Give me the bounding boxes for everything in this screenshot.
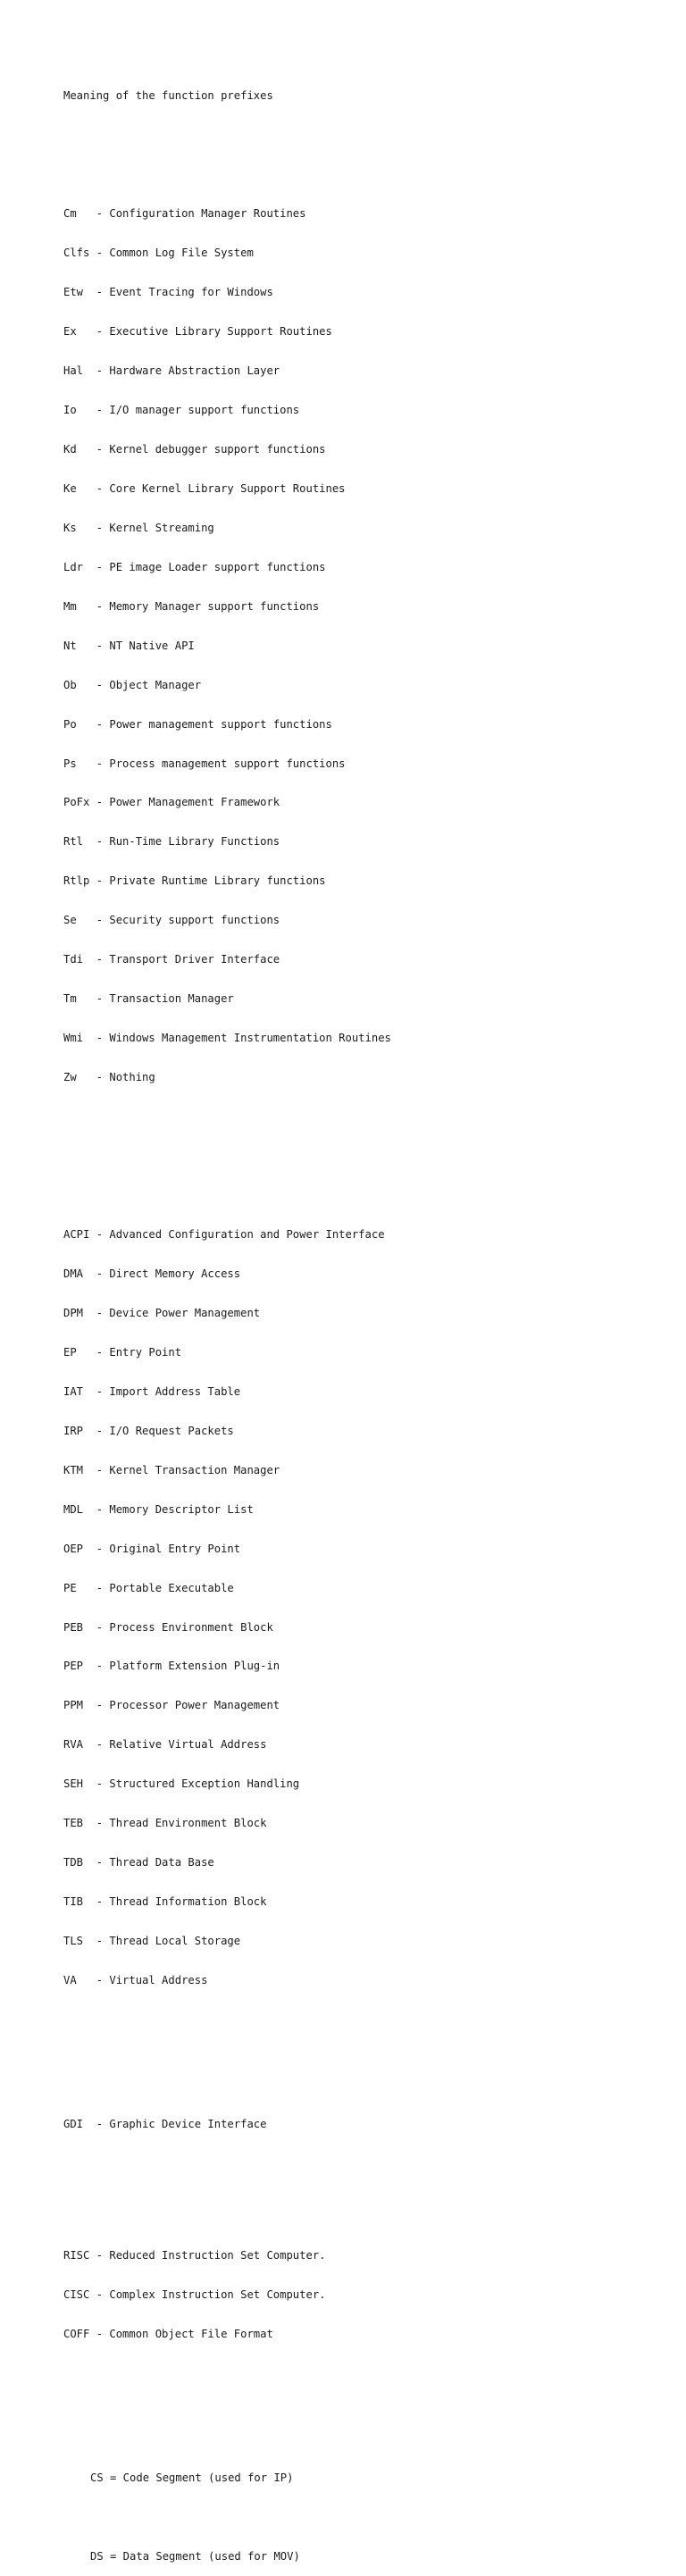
- blank-line: [63, 2406, 653, 2432]
- prefix-item: Zw - Nothing: [63, 1071, 155, 1084]
- acronym-item: PEB - Process Environment Block: [63, 1620, 273, 1634]
- prefix-item: Cm - Configuration Manager Routines: [63, 207, 306, 221]
- acronym-item: MDL - Memory Descriptor List: [63, 1502, 254, 1516]
- prefix-item: Hal - Hardware Abstraction Layer: [63, 364, 280, 377]
- acronym-item: SEH - Structured Exception Handling: [63, 1777, 300, 1791]
- prefix-item: Tdi - Transport Driver Interface: [63, 953, 280, 966]
- prefix-item: Wmi - Windows Management Instrumentation Routines: [63, 1032, 391, 1045]
- architecture-item: CISC - Complex Instruction Set Computer.: [63, 2287, 326, 2301]
- prefix-item: Po - Power management support functions: [63, 717, 332, 731]
- acronym-item: IAT - Import Address Table: [63, 1384, 241, 1398]
- acronym-item: KTM - Kernel Transaction Manager: [63, 1463, 280, 1476]
- prefix-item: Clfs - Common Log File System: [63, 247, 254, 260]
- prefix-item: Ex - Executive Library Support Routines: [63, 325, 332, 339]
- document-body: [63, 63, 653, 2576]
- gdi-item: GDI - Graphic Device Interface: [63, 2118, 267, 2131]
- acronym-item: TEB - Thread Environment Block: [63, 1817, 267, 1830]
- prefix-item: Ob - Object Manager: [63, 678, 202, 691]
- architecture-list: [63, 2223, 653, 2367]
- acronym-item: DMA - Direct Memory Access: [63, 1267, 241, 1280]
- acronym-item: OEP - Original Entry Point: [63, 1542, 241, 1555]
- acronym-item: TLS - Thread Local Storage: [63, 1935, 241, 1948]
- prefix-item: Nt - NT Native API: [63, 639, 195, 652]
- acronym-item: IRP - I/O Request Packets: [63, 1424, 234, 1437]
- acronym-item: RVA - Relative Virtual Address: [63, 1738, 267, 1752]
- blank-line: [63, 129, 653, 142]
- prefix-item: Etw - Event Tracing for Windows: [63, 286, 273, 299]
- prefix-item: Rtl - Run-Time Library Functions: [63, 835, 280, 849]
- architecture-item: RISC - Reduced Instruction Set Computer.: [63, 2248, 326, 2262]
- prefix-item: PoFx - Power Management Framework: [63, 796, 280, 809]
- blank-line: [63, 2511, 653, 2524]
- acronym-item: TIB - Thread Information Block: [63, 1895, 267, 1909]
- blank-line: [63, 1150, 653, 1163]
- architecture-item: COFF - Common Object File Format: [63, 2327, 273, 2340]
- prefix-list: [63, 181, 653, 1110]
- prefix-item: Ks - Kernel Streaming: [63, 521, 214, 534]
- segment-item: CS = Code Segment (used for IP): [90, 2471, 294, 2484]
- acronym-item: PE - Portable Executable: [63, 1581, 234, 1594]
- acronym-item: PEP - Platform Extension Plug-in: [63, 1660, 280, 1673]
- blank-line: [63, 2170, 653, 2184]
- acronym-item: VA - Virtual Address: [63, 1974, 208, 1987]
- prefix-item: Rtlp - Private Runtime Library functions: [63, 874, 326, 888]
- prefix-item: Ke - Core Kernel Library Support Routines: [63, 481, 346, 495]
- acronym-item: ACPI - Advanced Configuration and Power Interface: [63, 1228, 385, 1241]
- prefix-item: Ldr - PE image Loader support functions: [63, 560, 326, 573]
- acronym-item: TDB - Thread Data Base: [63, 1856, 214, 1869]
- prefix-item: Mm - Memory Manager support functions: [63, 599, 320, 613]
- document-title: Meaning of the function prefixes: [63, 89, 273, 103]
- prefix-item: Ps - Process management support functions: [63, 757, 346, 770]
- acronym-item: DPM - Device Power Management: [63, 1306, 261, 1319]
- acronym-item: EP - Entry Point: [63, 1345, 182, 1359]
- blank-line: [63, 2053, 653, 2078]
- prefix-item: Se - Security support functions: [63, 914, 280, 927]
- acronym-list: [63, 1202, 653, 2013]
- prefix-item: Kd - Kernel debugger support functions: [63, 442, 326, 456]
- prefix-item: Tm - Transaction Manager: [63, 992, 234, 1006]
- acronym-item: PPM - Processor Power Management: [63, 1699, 280, 1712]
- prefix-item: Io - I/O manager support functions: [63, 403, 300, 416]
- segment-item: DS = Data Segment (used for MOV): [90, 2549, 300, 2563]
